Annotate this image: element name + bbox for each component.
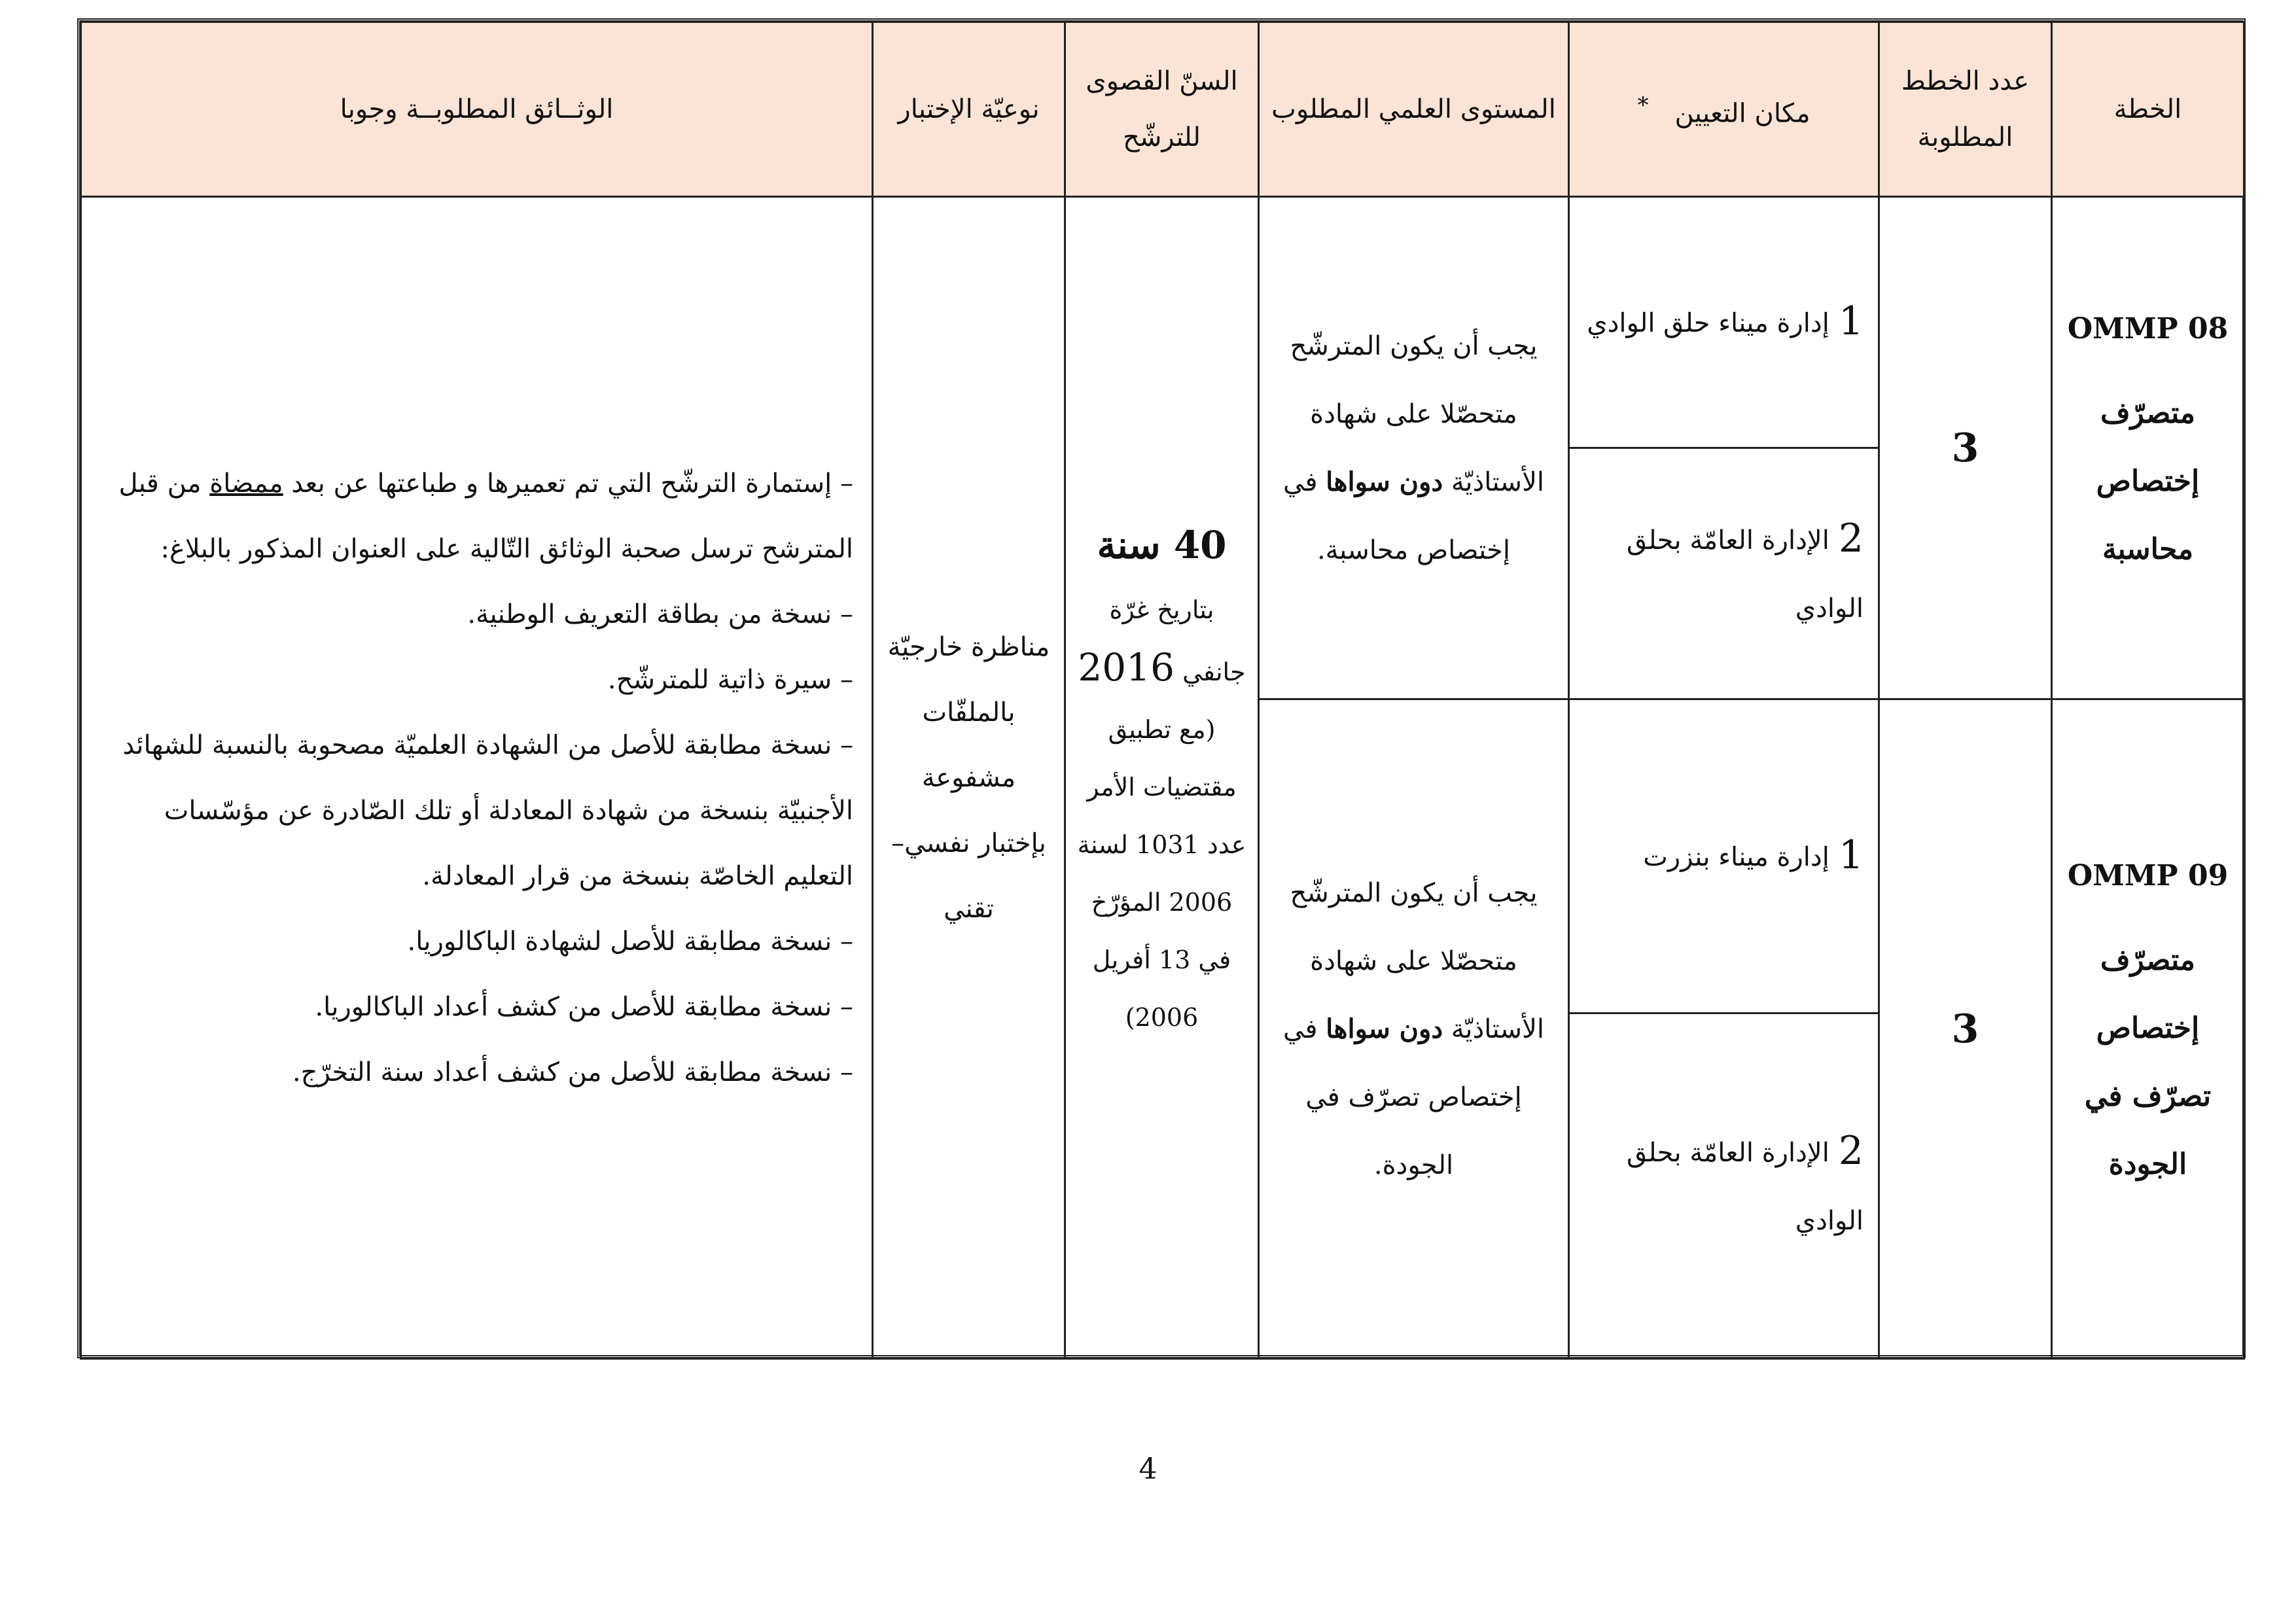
list-item: – نسخة مطابقة للأصل من كشف أعداد سنة التخرّج.	[292, 1057, 853, 1087]
place-name: إدارة ميناء حلق الوادي	[1587, 308, 1829, 338]
header-docs: الوثــائق المطلوبــة وجوبا	[81, 22, 873, 197]
place-cell	[1569, 197, 1879, 448]
list-item: – نسخة مطابقة للأصل لشهادة الباكالوريا.	[407, 926, 853, 957]
place-number: 2	[1838, 516, 1863, 561]
doc-text: – إستمارة الترشّح التي تم تعميرها و طباعتها عن بعد	[291, 468, 853, 499]
plan-cell	[2052, 699, 2244, 1359]
docs-cell	[81, 197, 873, 1359]
docs-list	[97, 451, 853, 1105]
header-place-mark: *	[1637, 92, 1649, 118]
header-plan: الخطة	[2052, 22, 2244, 197]
plan-code: OMMP 08	[2067, 312, 2229, 345]
level-text: يجب أن يكون المترشّح متحصّلا على شهادة الأستاذيّة	[1290, 877, 1544, 1044]
level-text-end: في إختصاص تصرّف في الجودة.	[1282, 1014, 1522, 1180]
plan-code: OMMP 09	[2067, 859, 2229, 892]
plan-title: متصرّف إختصاص تصرّف في الجودة	[2084, 943, 2212, 1181]
place-cell	[1569, 699, 1879, 1014]
place-number: 1	[1838, 298, 1863, 344]
list-item: – نسخة مطابقة للأصل من كشف أعداد الباكالوريا.	[315, 991, 853, 1022]
place-name: إدارة ميناء بنزرت	[1643, 842, 1829, 872]
header-place-label: مكان التعيين	[1674, 98, 1810, 129]
place-number: 2	[1838, 1128, 1863, 1174]
place-cell	[1569, 1014, 1879, 1359]
doc-underline: ممضاة	[209, 468, 283, 499]
age-note: (مع تطبيق مقتضيات الأمر عدد 1031 لسنة 2006 المؤرّخ في 13 أفريل 2006)	[1077, 715, 1246, 1032]
level-emphasis: دون سواها	[1326, 1013, 1443, 1044]
header-level: المستوى العلمي المطلوب	[1259, 22, 1569, 197]
place-name: الإدارة العامّة بحلق الوادي	[1627, 1138, 1863, 1236]
place-cell	[1569, 448, 1879, 699]
age-date-prefix: بتاريخ غرّة	[1109, 595, 1214, 624]
header-exam: نوعيّة الإختبار	[873, 22, 1065, 197]
age-value: 40 سنة	[1097, 523, 1227, 567]
plan-count: 3	[1879, 699, 2052, 1359]
level-cell	[1259, 197, 1569, 699]
age-cell	[1065, 197, 1259, 1359]
list-item	[97, 451, 853, 582]
level-cell	[1259, 699, 1569, 1359]
plan-cell	[2052, 197, 2244, 699]
list-item: – نسخة مطابقة للأصل من الشهادة العلميّة مصحوبة بالنسبة للشهائد الأجنبيّة بنسخة من شهادة المعادلة أو تلك الصّادرة عن مؤسّسات التعليم الخاصّة بنسخة من قرار المعادلة.	[122, 730, 853, 891]
exam-cell: مناظرة خارجيّة بالملفّات مشفوعة بإختبار نفسي– تقني	[873, 197, 1065, 1359]
age-month: جانفي	[1182, 658, 1246, 686]
level-text: يجب أن يكون المترشّح متحصّلا على شهادة الأستاذيّة	[1290, 330, 1544, 497]
page-number: 4	[1139, 1453, 1157, 1486]
plan-title: متصرّف إختصاص محاسبة	[2096, 397, 2200, 566]
plan-count: 3	[1879, 197, 2052, 699]
place-name: الإدارة العامّة بحلق الوادي	[1627, 525, 1863, 624]
place-number: 1	[1838, 832, 1863, 878]
recruitment-table	[80, 21, 2245, 1360]
age-year: 2016	[1078, 645, 1174, 690]
table-row	[81, 197, 2244, 448]
level-emphasis: دون سواها	[1326, 466, 1443, 497]
list-item: – نسخة من بطاقة التعريف الوطنية.	[467, 599, 853, 629]
level-text-end: في إختصاص محاسبة.	[1282, 467, 1511, 565]
header-row	[81, 22, 2244, 197]
doc-text: من قبل المترشح ترسل صحبة الوثائق التّالية على العنوان المذكور بالبلاغ:	[118, 468, 853, 564]
list-item: – سيرة ذاتية للمترشّح.	[607, 664, 853, 695]
header-age: السنّ القصوى للترشّح	[1065, 22, 1259, 197]
header-count: عدد الخطط المطلوبة	[1879, 22, 2052, 197]
header-place	[1569, 22, 1879, 197]
